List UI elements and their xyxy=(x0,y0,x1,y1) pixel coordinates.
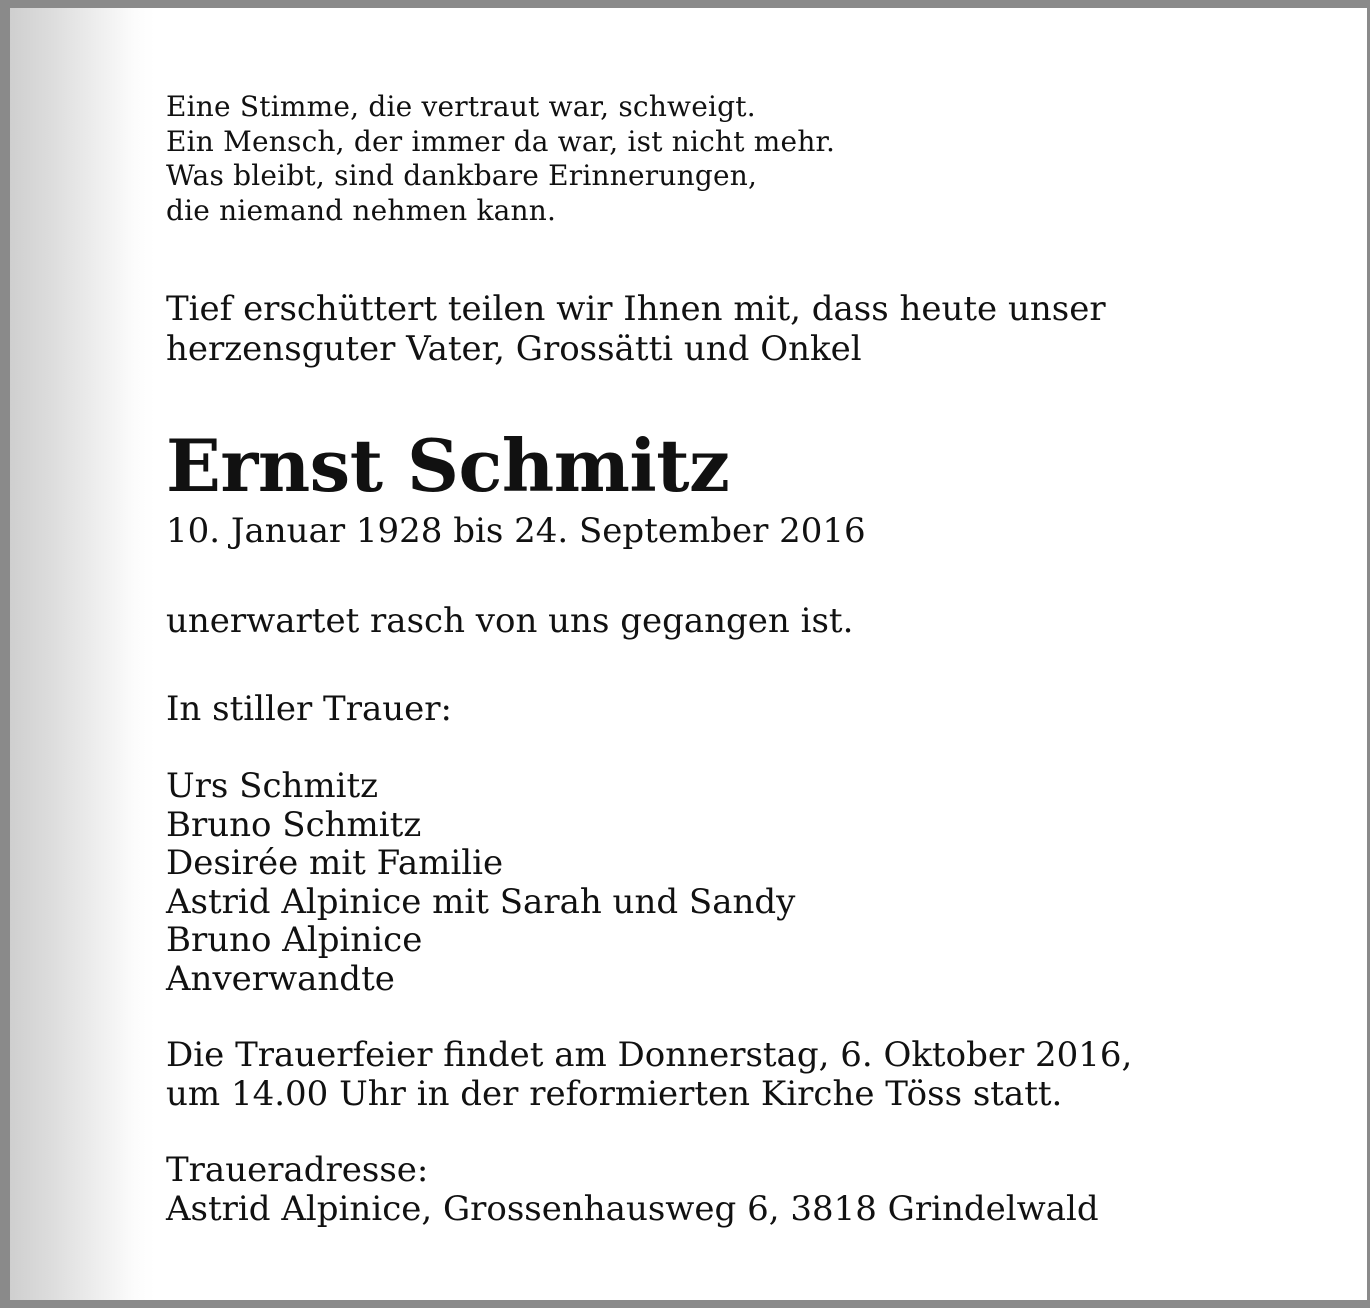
ceremony-line: Die Trauerfeier findet am Donnerstag, 6. Oktober 2016, xyxy=(166,1035,1133,1075)
motto-poem xyxy=(166,90,835,228)
intro-line: Tief erschüttert teilen wir Ihnen mit, dass heute unser xyxy=(166,289,1106,329)
mourning-heading: In stiller Trauer: xyxy=(166,689,452,729)
mourner-item: Astrid Alpinice mit Sarah und Sandy xyxy=(166,881,796,922)
address-label: Traueradresse: xyxy=(166,1150,429,1190)
deceased-name: Ernst Schmitz xyxy=(166,423,730,508)
life-dates: 10. Januar 1928 bis 24. September 2016 xyxy=(166,511,866,551)
address-value: Astrid Alpinice, Grossenhausweg 6, 3818 Grindelwald xyxy=(166,1188,1099,1229)
mourner-item: Urs Schmitz xyxy=(166,766,379,806)
mourning-address xyxy=(166,1151,1099,1228)
intro-line: herzensguter Vater, Grossätti und Onkel xyxy=(166,328,862,369)
mourner-item: Bruno Alpinice xyxy=(166,920,423,960)
passed-away-text: unerwartet rasch von uns gegangen ist. xyxy=(166,601,854,641)
announcement-intro xyxy=(166,290,1106,369)
motto-line: Was bleibt, sind dankbare Erinnerungen, xyxy=(166,159,758,192)
mourners-list xyxy=(166,767,795,998)
motto-line: Eine Stimme, die vertraut war, schweigt. xyxy=(166,90,756,123)
motto-line: die niemand nehmen kann. xyxy=(166,193,557,227)
motto-line: Ein Mensch, der immer da war, ist nicht mehr. xyxy=(166,124,836,158)
ceremony-line: um 14.00 Uhr in der reformierten Kirche Töss statt. xyxy=(166,1073,1063,1114)
mourner-item: Bruno Schmitz xyxy=(166,804,422,845)
funeral-ceremony-info xyxy=(166,1036,1132,1113)
mourner-item: Anverwandte xyxy=(166,958,395,999)
mourner-item: Desirée mit Familie xyxy=(166,843,504,883)
